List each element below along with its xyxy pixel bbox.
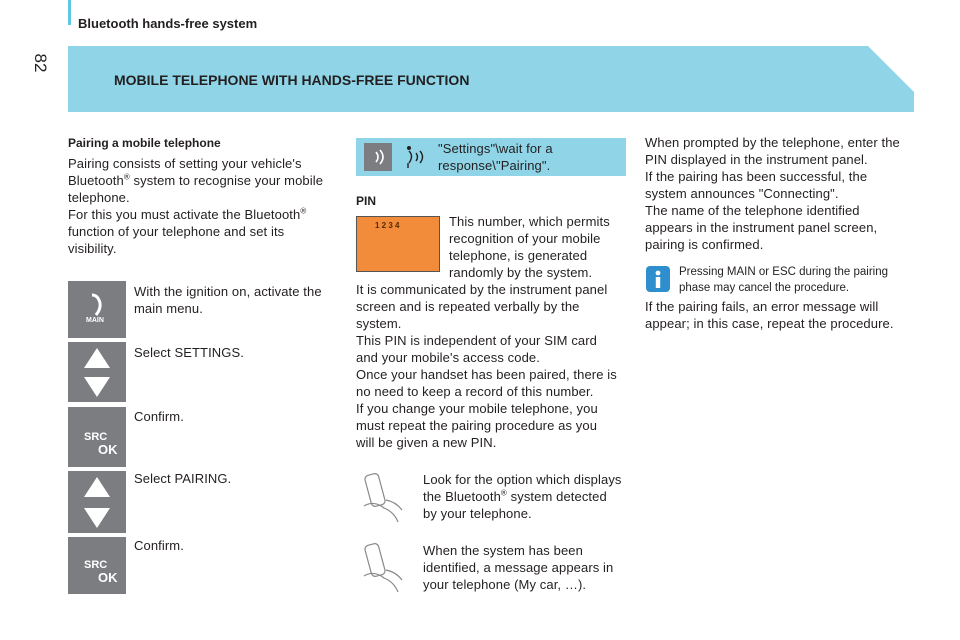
pairing-heading: Pairing a mobile telephone [68,136,221,150]
step-4-text: Select PAIRING. [134,471,232,486]
step-3-text: Confirm. [134,409,184,424]
up-down-arrows-button[interactable] [68,342,126,402]
arrow-up-icon [84,477,110,497]
voice-icon [364,143,392,171]
pin-entry-paragraph: When prompted by the telephone, enter the PIN displayed in the instrument panel. If the pairing has been successful, the system announces "Connecting". The name of the telephone identified appears in the instrument panel screen, pairing is confirmed. [645,135,900,252]
phone-step-2-text: When the system has been identified, a message appears in your telephone (My car, …). [423,543,614,592]
up-down-arrows-button-2[interactable] [68,471,126,533]
pairing-failed-paragraph: If the pairing fails, an error message will appear; in this case, repeat the procedure. [645,299,894,331]
section-title: Bluetooth hands-free system [78,16,258,31]
step-5-text: Confirm. [134,538,184,553]
speaking-icon [402,144,430,170]
phone-step-1-text: Look for the option which displays the Bluetooth® system detected by your telephone. [423,472,622,521]
src-ok-button[interactable]: SRC OK [68,407,126,467]
pin-display: 1 2 3 4 [356,216,440,272]
info-icon [645,265,671,293]
voice-command-text: "Settings"\wait for a response\"Pairing". [438,141,553,173]
pairing-intro: Pairing consists of setting your vehicle's Bluetooth® system to recognise your mobile telephone. For this you must activate the Bluetooth® function of your telephone and set its visibility. [68,156,324,256]
page-number: 82 [31,53,50,73]
pin-paragraph-2: It is communicated by the instrument panel screen and is repeated verbally by the system. This PIN is independent of your SIM card and your mobile's access code. Once your handset has been paired, there is no need to keep a record of this number. If you change your mobile telephone, you must repeat the pairing procedure as you will be given a new PIN. [356,282,617,450]
hand-phone-icon-2 [360,540,412,596]
banner-title: MOBILE TELEPHONE WITH HANDS-FREE FUNCTION [114,72,470,88]
step-1-text: With the ignition on, activate the main menu. [134,284,322,316]
hand-phone-icon [360,470,412,526]
src-ok-button-2[interactable]: SRC OK [68,537,126,594]
pin-heading: PIN [356,194,377,208]
voice-button[interactable] [364,143,392,171]
arrow-up-icon [84,348,110,368]
arrow-down-icon [84,508,110,528]
main-button[interactable]: MAIN [68,281,126,338]
arrow-down-icon [84,377,110,397]
step-2-text: Select SETTINGS. [134,345,244,360]
info-note: Pressing MAIN or ESC during the pairing phase may cancel the procedure. [679,266,889,294]
phone-handset-icon [68,281,126,338]
section-marker [68,0,71,25]
pin-paragraph-1: This number, which permits recognition of your mobile telephone, is generated randomly by the system. [449,214,610,280]
